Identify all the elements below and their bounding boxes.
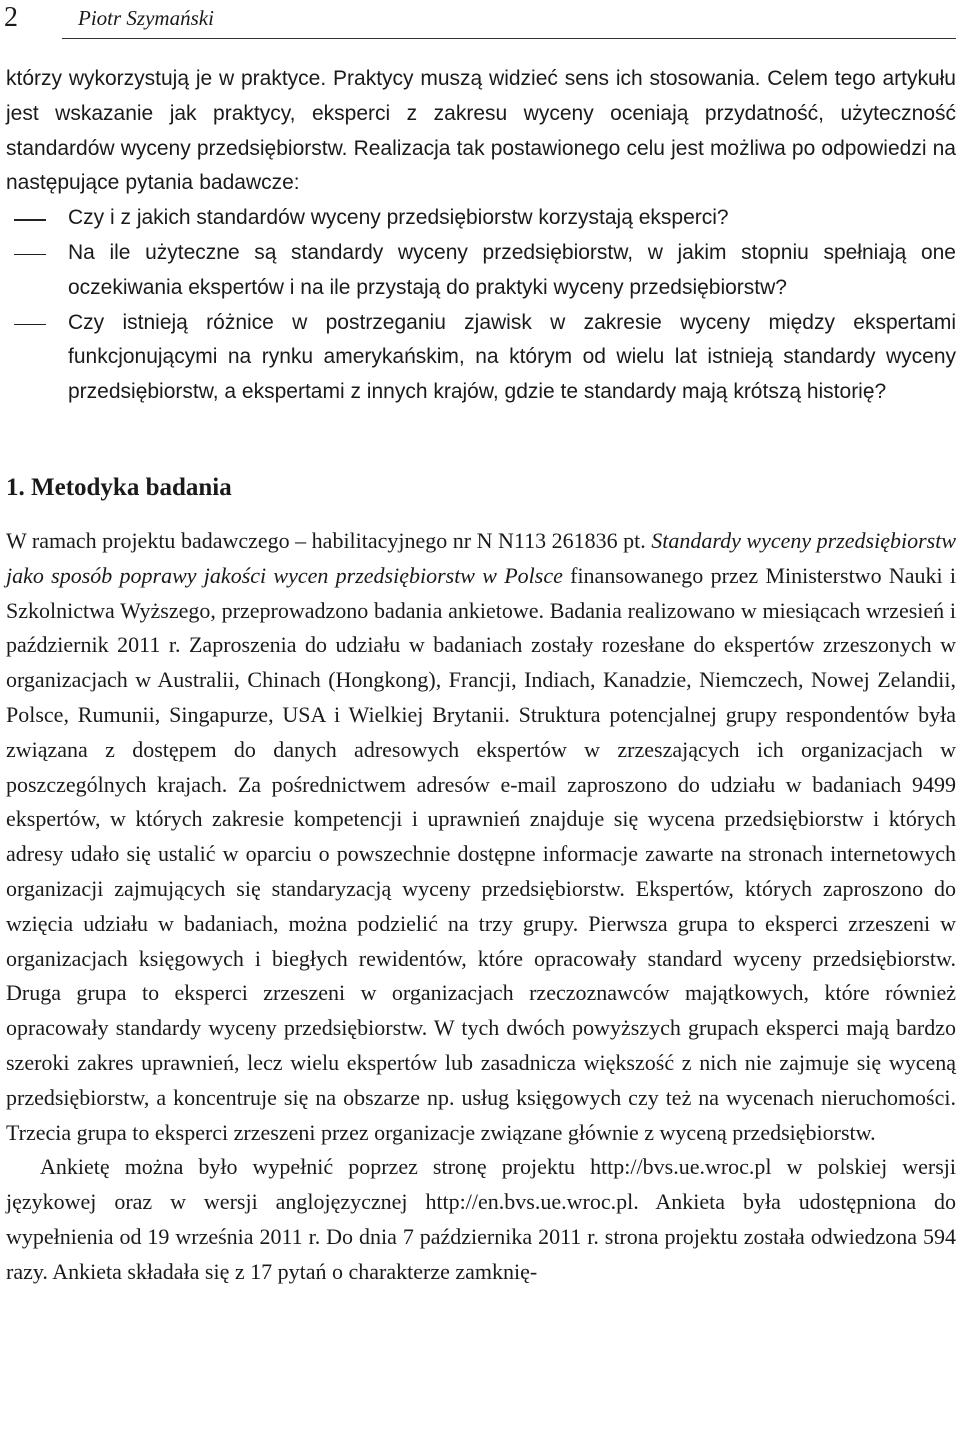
research-question-text: Czy i z jakich standardów wyceny przedsiębiorstw korzystają eksperci? bbox=[68, 206, 729, 230]
survey-paragraph: Ankietę można było wypełnić poprzez stronę projektu http://bvs.ue.wroc.pl w polskiej wersji językowej oraz w wersji anglojęzycznej http://en.bvs.ue.wroc.pl. Ankieta była udostępniona do wypełnienia od 19 września 2011 r. Do dnia 7 października 2011 r. strona projektu została odwiedzona 594 razy. Ankieta składała się z 17 pytań o charakterze zamknię- bbox=[6, 1154, 956, 1284]
header-rule bbox=[62, 38, 956, 39]
page-number: 2 bbox=[4, 2, 18, 33]
research-question bbox=[6, 306, 956, 410]
research-question bbox=[6, 201, 956, 236]
section-heading: 1. Metodyka badania bbox=[6, 473, 232, 501]
running-header bbox=[0, 0, 958, 40]
research-question bbox=[6, 236, 956, 306]
methodology-paragraph bbox=[6, 524, 956, 1150]
research-question-text: Na ile użyteczne są standardy wyceny przedsiębiorstw, w jakim stopniu spełniają one oczekiwania ekspertów i na ile przystają do praktyki wyceny przedsiębiorstw? bbox=[68, 240, 956, 299]
methodology-text-body: finansowanego przez Ministerstwo Nauki i Szkolnictwa Wyższego, przeprowadzono badania ankietowe. Badania realizowano w miesiącach wrzesień i październik 2011 r. Zaproszenia do udziału w badaniach zostały rozesłane do ekspertów zrzeszonych w organizacjach w Australii, Chinach (Hongkong), Francji, Indiach, Kanadzie, Niemczech, Nowej Zelandii, Polsce, Rumunii, Singapurze, USA i Wielkiej Brytanii. Struktura potencjalnej grupy respondentów była związana z dostępem do danych adresowych ekspertów w zrzeszających ich organizacjach w poszczególnych krajach. Za pośrednictwem adresów e-mail zaproszono do udziału w badaniach 9499 ekspertów, w których zakresie kompetencji i uprawnień znajduje się wycena przedsiębiorstw i których adresy udało się ustalić w oparciu o powszechnie dostępne informacje zawarte na stronach internetowych organizacji zajmujących się standaryzacją wyceny przedsiębiorstw. Ekspertów, których zaproszono do wzięcia udziału w badaniach, można podzielić na trzy grupy. Pierwsza grupa to eksperci zrzeszeni w organizacjach księgowych i biegłych rewidentów, które opracowały standard wyceny przedsiębiorstw. Druga grupa to eksperci zrzeszeni w organizacjach rzeczoznawców majątkowych, które również opracowały standardy wyceny przedsiębiorstw. W tych dwóch powyższych grupach eksperci mają bardzo szeroki zakres uprawnień, lecz wielu ekspertów lub zasadnicza większość z nich nie zajmuje się wyceną przedsiębiorstw, a koncentruje się na obszarze np. usług księgowych czy też na wycenach nieruchomości. Trzecia grupa to eksperci zrzeszeni przez organizacje związane głównie z wyceną przedsiębiorstw. bbox=[6, 562, 956, 1145]
research-questions-list bbox=[6, 201, 956, 410]
intro-paragraph: którzy wykorzystują je w praktyce. Praktycy muszą widzieć sens ich stosowania. Celem tego artykułu jest wskazanie jak praktycy, eksperci z zakresu wyceny oceniają przydatność, użyteczność standardów wyceny przedsiębiorstw. Realizacja tak postawionego celu jest możliwa po odpowiedzi na następujące pytania badawcze: bbox=[6, 67, 956, 195]
research-question-text: Czy istnieją różnice w postrzeganiu zjawisk w zakresie wyceny między ekspertami funkcjonującymi na rynku amerykańskim, na którym od wielu lat istnieją standardy wyceny przedsiębiorstw, a ekspertami z innych krajów, gdzie te standardy mają krótszą historię? bbox=[68, 310, 956, 404]
body-text bbox=[6, 62, 956, 1290]
project-title: Standardy wyceny przedsiębiorstw jako sposób poprawy jakości wycen przedsiębiorstw w Polsce bbox=[6, 527, 956, 588]
running-head-author: Piotr Szymański bbox=[78, 6, 214, 30]
methodology-text-intro: W ramach projektu badawczego – habilitacyjnego nr N N113 261836 pt. bbox=[6, 527, 652, 553]
